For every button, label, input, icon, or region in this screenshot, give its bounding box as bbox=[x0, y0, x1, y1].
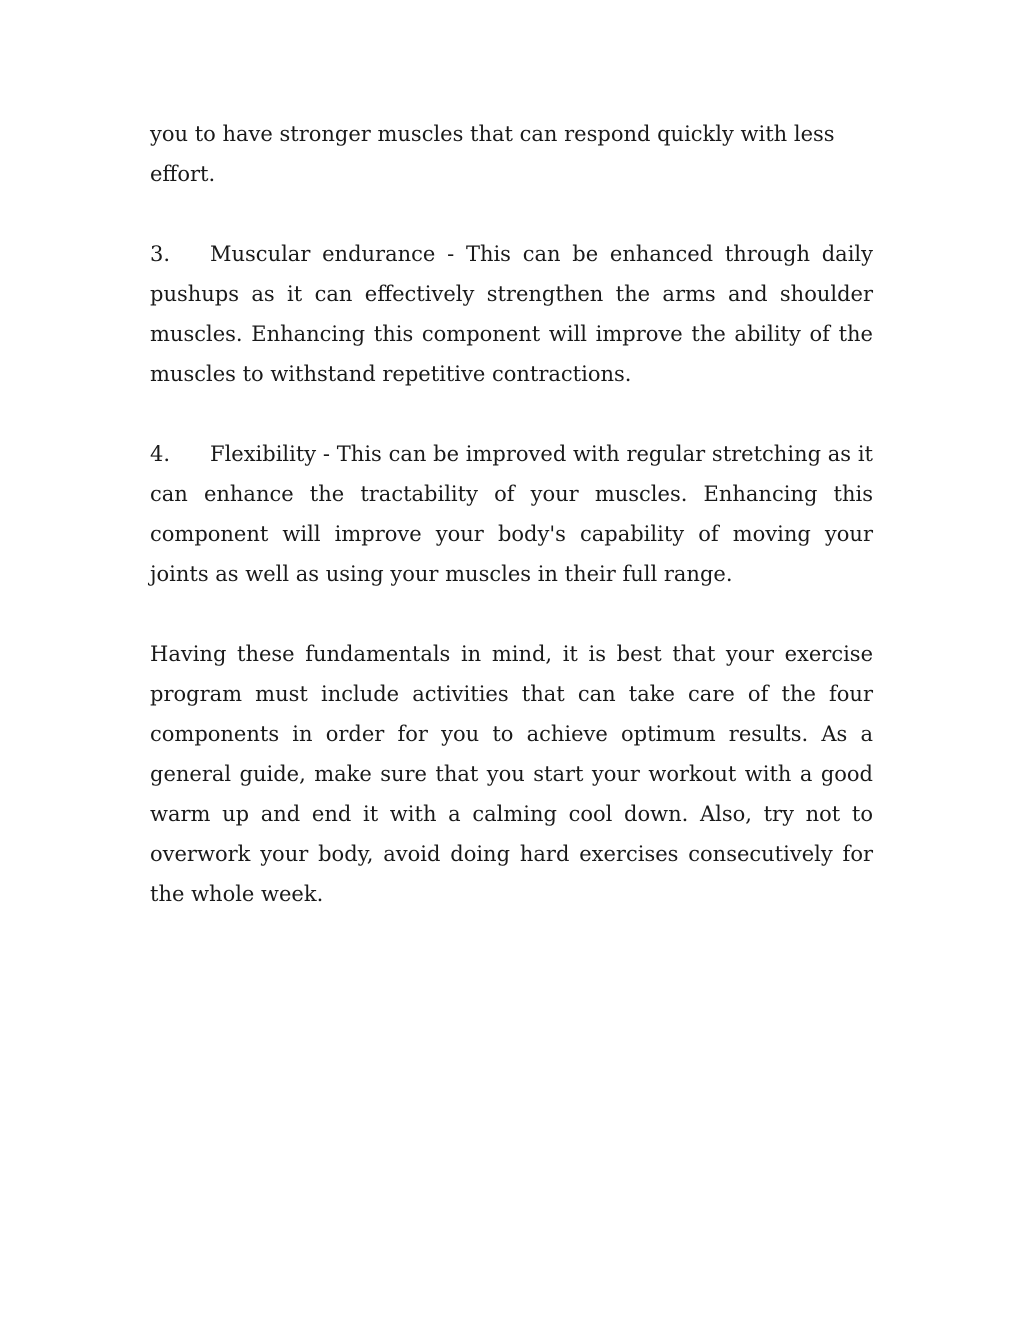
paragraph-text: Flexibility - This can be improved with regular stretching as it can enhance the tractability of your muscles. Enhancing this component will improve your body's capability of moving your joints as well as using your muscles in their full range. bbox=[150, 442, 873, 586]
paragraph-text: Muscular endurance - This can be enhanced through daily pushups as it can effectively strengthen the arms and shoulder muscles. Enhancing this component will improve the ability of the muscles to withstand repetitive contractions. bbox=[150, 242, 873, 386]
paragraph-text: you to have stronger muscles that can respond quickly with less effort. bbox=[150, 122, 835, 186]
list-item-number: 3. bbox=[150, 242, 171, 266]
paragraph-continuation bbox=[150, 114, 873, 194]
list-item-number: 4. bbox=[150, 442, 171, 466]
document-page bbox=[150, 114, 873, 954]
list-item-muscular-endurance bbox=[150, 234, 873, 394]
list-item-flexibility bbox=[150, 434, 873, 594]
paragraph-summary bbox=[150, 634, 873, 914]
paragraph-text: Having these fundamentals in mind, it is best that your exercise program must include activities that can take care of the four components in order for you to achieve optimum results. As a general guide, make sure that you start your workout with a good warm up and end it with a calming cool down. Also, try not to overwork your body, avoid doing hard exercises consecutively for the whole week. bbox=[150, 642, 873, 906]
